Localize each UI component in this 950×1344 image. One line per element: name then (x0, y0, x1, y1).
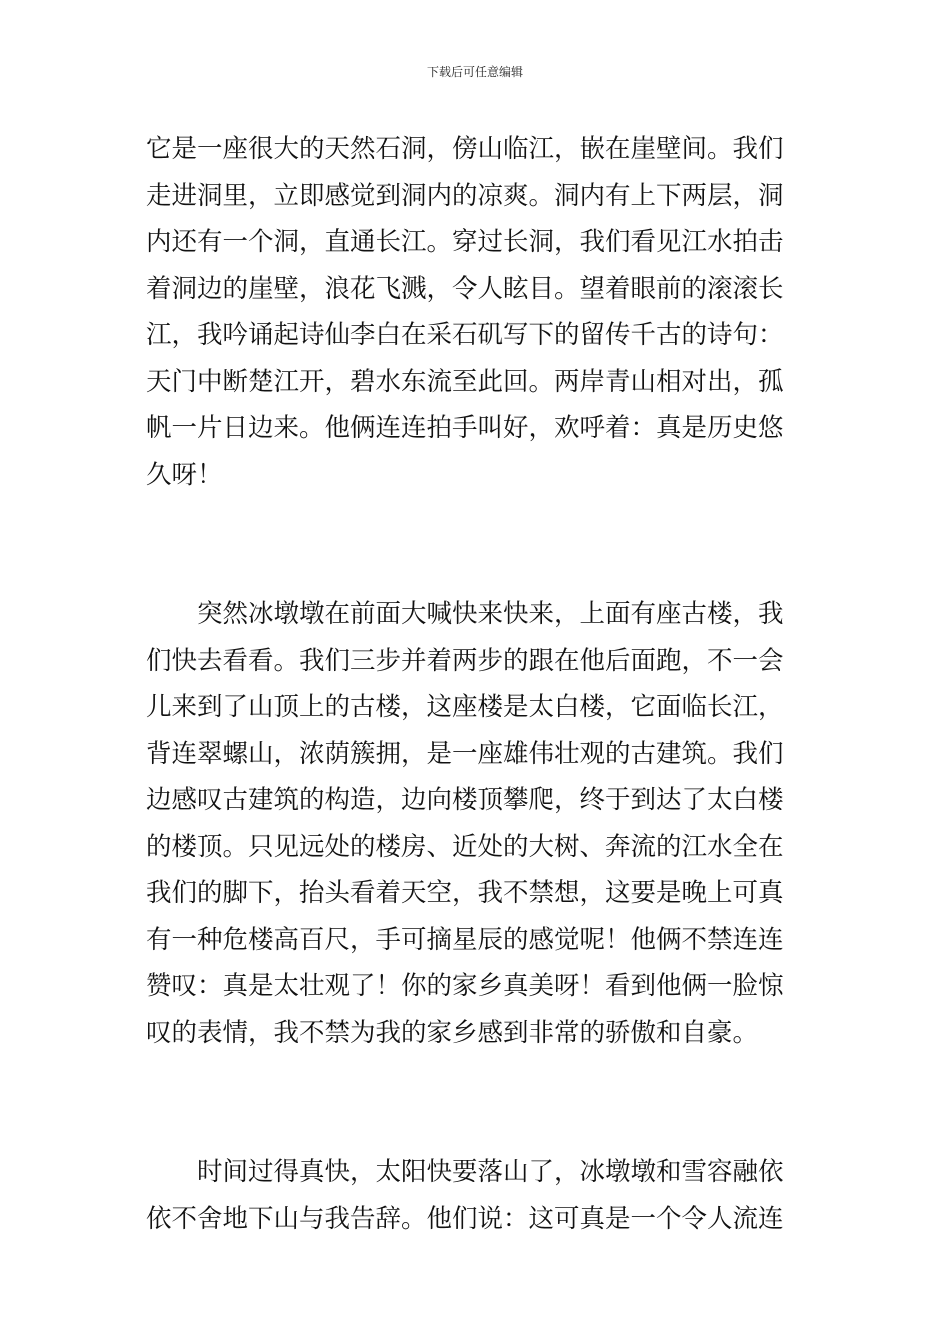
text-line: 着洞边的崖壁，浪花飞溅，令人眩目。望着眼前的滚滚长 (146, 273, 784, 304)
paragraph-gap (146, 1056, 806, 1103)
paragraph-gap (146, 545, 806, 592)
text-line: 时间过得真快，太阳快要落山了，冰墩墩和雪容融依 (146, 1157, 784, 1187)
text-line: 走进洞里，立即感觉到洞内的凉爽。洞内有上下两层，洞 (146, 180, 784, 211)
paragraph-gap (146, 1103, 806, 1150)
text-line: 帆一片日边来。他俩连连拍手叫好，欢呼着：真是历史悠 (146, 413, 784, 443)
text-line: 它是一座很大的天然石洞，傍山临江，嵌在崖壁间。我们 (146, 134, 784, 164)
text-line: 的楼顶。只见远处的楼房、近处的大树、奔流的江水全在 (146, 831, 784, 862)
paragraph-3 (146, 1149, 806, 1242)
text-line: 内还有一个洞，直通长江。穿过长洞，我们看见江水拍击 (146, 227, 784, 257)
paragraph-1 (146, 126, 806, 498)
text-line: 突然冰墩墩在前面大喊快来快来，上面有座古楼，我 (146, 599, 784, 629)
text-line: 天门中断楚江开，碧水东流至此回。两岸青山相对出，孤 (146, 366, 784, 397)
text-line: 们快去看看。我们三步并着两步的跟在他后面跑，不一会 (146, 645, 784, 676)
document-body (146, 126, 806, 1242)
text-line: 久呀！ (146, 459, 223, 490)
text-line: 背连翠螺山，浓荫簇拥，是一座雄伟壮观的古建筑。我们 (146, 738, 784, 769)
text-line: 赞叹：真是太壮观了！你的家乡真美呀！看到他俩一脸惊 (146, 971, 784, 1001)
text-line: 依不舍地下山与我告辞。他们说：这可真是一个令人流连 (146, 1203, 784, 1234)
text-line: 有一种危楼高百尺，手可摘星辰的感觉呢！他俩不禁连连 (146, 924, 784, 955)
text-line: 边感叹古建筑的构造，边向楼顶攀爬，终于到达了太白楼 (146, 785, 784, 815)
paragraph-2 (146, 591, 806, 1056)
page-header: 下载后可任意编辑 (426, 65, 523, 79)
paragraph-gap (146, 498, 806, 545)
text-line: 我们的脚下，抬头看着天空，我不禁想，这要是晚上可真 (146, 878, 784, 908)
text-line: 江，我吟诵起诗仙李白在采石矶写下的留传千古的诗句： (146, 320, 784, 350)
text-line: 儿来到了山顶上的古楼，这座楼是太白楼，它面临长江， (146, 692, 784, 722)
text-line: 叹的表情，我不禁为我的家乡感到非常的骄傲和自豪。 (146, 1017, 759, 1048)
